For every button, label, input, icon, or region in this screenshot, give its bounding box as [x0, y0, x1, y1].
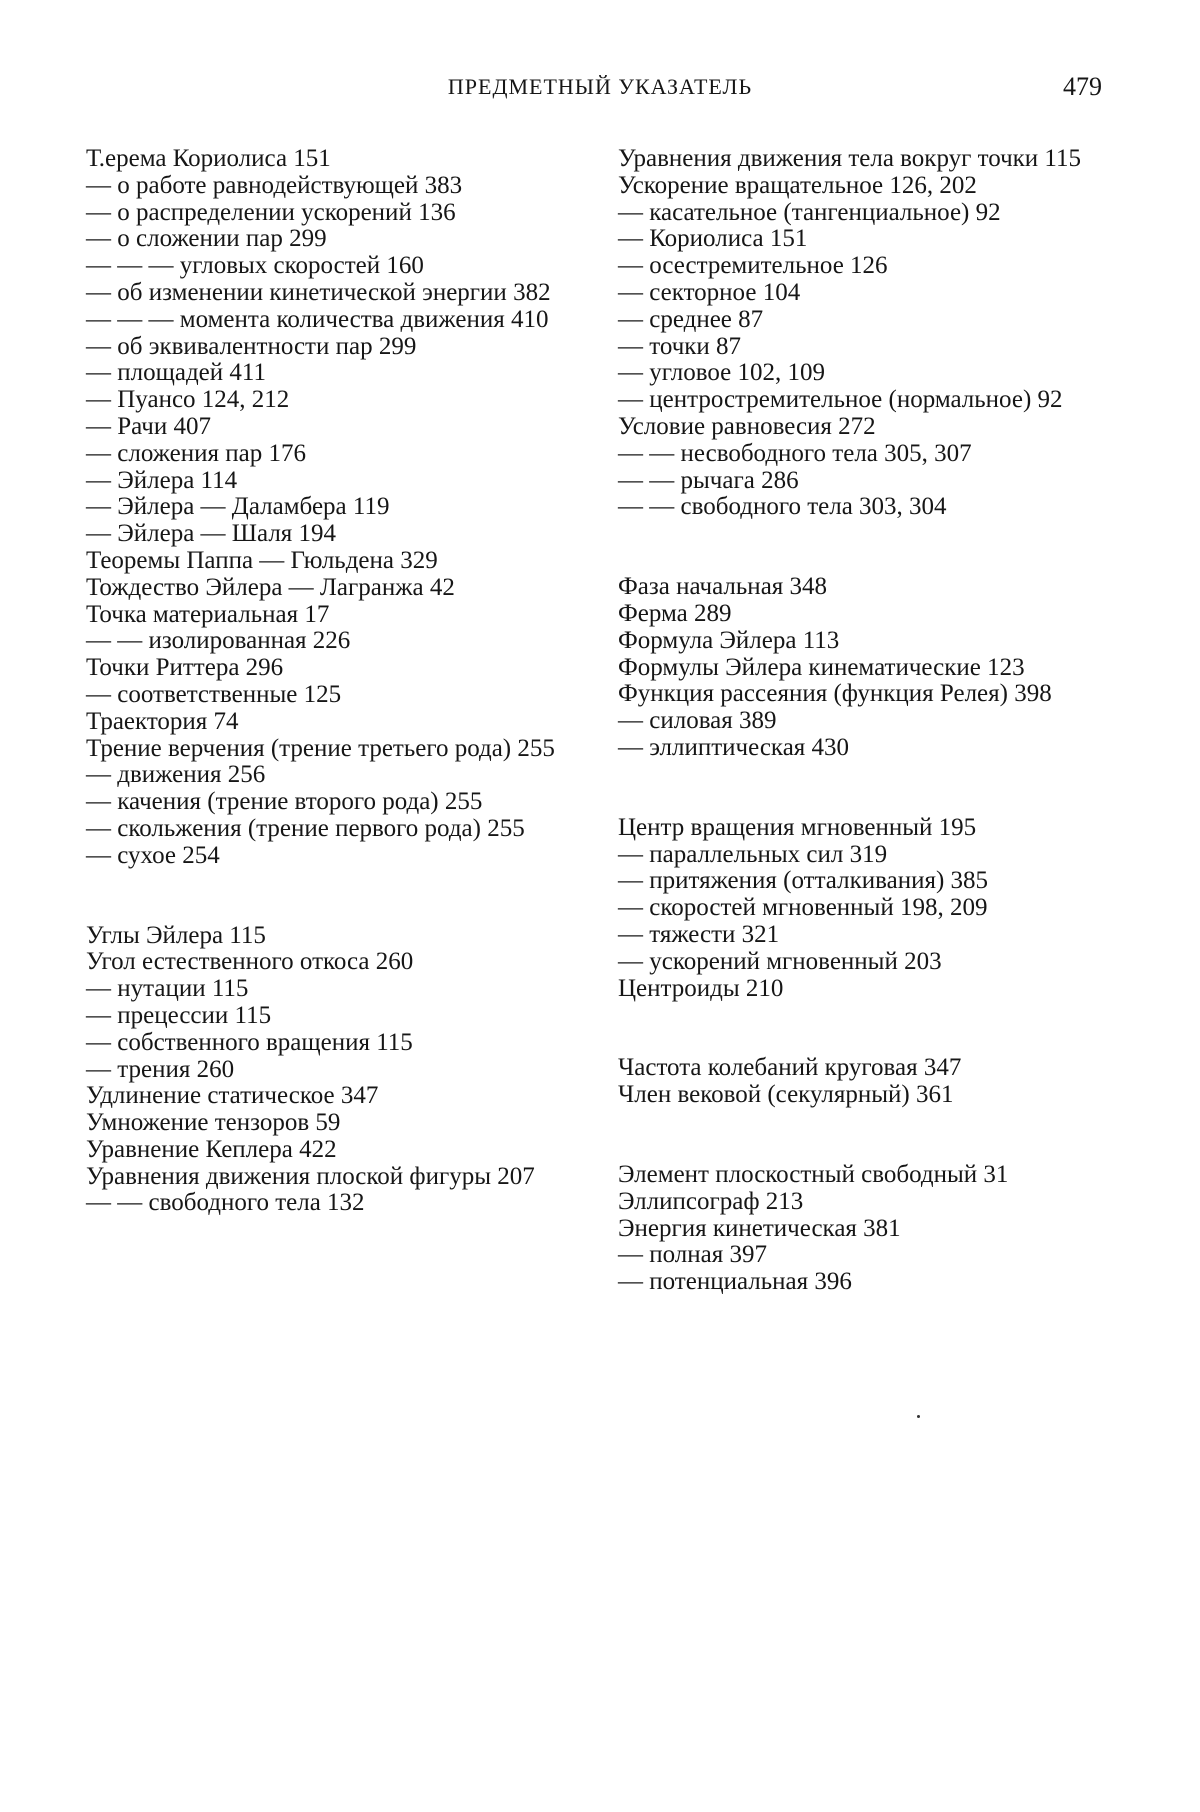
- index-entry: Элемент плоскостный свободный 31: [618, 1160, 1009, 1188]
- index-entry: — угловое 102, 109: [618, 359, 825, 387]
- index-entry: Т.ерема Кориолиса 151: [86, 145, 331, 172]
- section-gap: [86, 870, 574, 923]
- index-entry: — Эйлера — Даламбера 119: [86, 493, 390, 521]
- index-entry: — прецессии 115: [86, 1001, 272, 1029]
- page-number: 479: [1063, 72, 1102, 101]
- index-entry: Тождество Эйлера — Лагранжа 42: [86, 573, 455, 601]
- index-entry: — параллельных сил 319: [618, 840, 888, 868]
- index-entry: Точка материальная 17: [86, 600, 330, 628]
- index-entry: Уравнения движения плоской фигуры 207: [86, 1162, 535, 1190]
- index-entry: — движения 256: [86, 761, 266, 789]
- index-entry: Углы Эйлера 115: [86, 921, 266, 949]
- running-title: ПРЕДМЕТНЫЙ УКАЗАТЕЛЬ: [447, 74, 753, 99]
- index-entry: — — изолированная 226: [86, 627, 351, 655]
- index-entry: — нутации 115: [86, 975, 249, 1003]
- index-entry: — эллиптическая 430: [618, 733, 850, 761]
- index-entry: — трения 260: [86, 1055, 235, 1083]
- index-entry: — сухое 254: [86, 841, 220, 869]
- index-entry: — об эквивалентности пар 299: [86, 332, 417, 360]
- index-entry: Эллипсограф 213: [618, 1187, 804, 1215]
- index-entry: — о распределении ускорений 136: [86, 198, 456, 226]
- index-entry: — Эйлера 114: [86, 466, 238, 494]
- index-entry: — потенциальная 396: [618, 1268, 852, 1296]
- index-entry: — притяжения (отталкивания) 385: [618, 867, 989, 895]
- index-column-left: [86, 146, 574, 1217]
- index-entry: — среднее 87: [618, 305, 764, 333]
- index-entry: Уравнения движения тела вокруг точки 115: [618, 145, 1082, 172]
- index-entry: Частота колебаний круговая 347: [618, 1054, 962, 1082]
- index-entry: — — несвободного тела 305, 307: [618, 439, 972, 467]
- index-column-right: [618, 146, 1106, 1296]
- index-entry: — Кориолиса 151: [618, 225, 808, 253]
- index-entry: — о работе равнодействующей 383: [86, 171, 463, 199]
- section-gap: [618, 521, 1106, 574]
- index-entry: — центростремительное (нормальное) 92: [618, 386, 1063, 414]
- index-entry: Член вековой (секулярный) 361: [618, 1081, 954, 1109]
- index-entry: — точки 87: [618, 332, 742, 360]
- index-entry: — — рычага 286: [618, 466, 799, 494]
- index-entry: — — свободного тела 303, 304: [618, 493, 947, 521]
- index-entry: — — — момента количества движения 410: [86, 305, 549, 333]
- index-entry: Функция рассеяния (функция Релея) 398: [618, 680, 1052, 708]
- index-entry: — о сложении пар 299: [86, 225, 327, 253]
- index-entry: — Рачи 407: [86, 412, 211, 440]
- index-entry: — об изменении кинетической энергии 382: [86, 278, 551, 306]
- index-entry: — касательное (тангенциальное) 92: [618, 198, 1001, 226]
- index-entry: Энергия кинетическая 381: [618, 1214, 901, 1242]
- index-entry: Ускорение вращательное 126, 202: [618, 171, 977, 199]
- index-entry: — полная 397: [618, 1241, 767, 1269]
- index-entry: — сложения пар 176: [86, 439, 306, 467]
- index-entry: — силовая 389: [618, 707, 777, 735]
- index-entry: Формула Эйлера 113: [618, 626, 840, 654]
- index-entry: — качения (трение второго рода) 255: [86, 788, 483, 816]
- index-entry: Удлинение статическое 347: [86, 1082, 379, 1110]
- index-entry: — Пуансо 124, 212: [86, 386, 290, 414]
- section-gap: [618, 1002, 1106, 1055]
- index-entry: Центроиды 210: [618, 974, 784, 1002]
- index-entry: — собственного вращения 115: [86, 1028, 413, 1056]
- index-entry: Теоремы Паппа — Гюльдена 329: [86, 546, 438, 574]
- index-entry: Умножение тензоров 59: [86, 1109, 341, 1137]
- index-entry: — скоростей мгновенный 198, 209: [618, 894, 988, 922]
- index-entry: — секторное 104: [618, 278, 801, 306]
- index-entry: — тяжести 321: [618, 920, 780, 948]
- index-entry: Центр вращения мгновенный 195: [618, 813, 977, 841]
- index-entry: — — свободного тела 132: [86, 1189, 365, 1217]
- index-entry: Фаза начальная 348: [618, 573, 828, 601]
- index-entry: — ускорений мгновенный 203: [618, 947, 942, 975]
- section-gap: [618, 1109, 1106, 1162]
- index-entry: Уравнение Кеплера 422: [86, 1135, 337, 1163]
- index-entry: — осестремительное 126: [618, 252, 888, 280]
- index-entry: Ферма 289: [618, 599, 732, 627]
- index-entry: Условие равновесия 272: [618, 412, 876, 440]
- section-gap: [618, 762, 1106, 815]
- index-entry: Формулы Эйлера кинематические 123: [618, 653, 1025, 681]
- index-entry: — соответственные 125: [86, 680, 342, 708]
- index-entry: — Эйлера — Шаля 194: [86, 520, 337, 548]
- index-entry: — площадей 411: [86, 359, 266, 387]
- index-entry: — — — угловых скоростей 160: [86, 252, 424, 280]
- stray-mark: [917, 1415, 920, 1418]
- index-entry: Траектория 74: [86, 707, 239, 735]
- index-entry: Угол естественного откоса 260: [86, 948, 414, 976]
- index-entry: Точки Риттера 296: [86, 654, 284, 682]
- index-entry: Трение верчения (трение третьего рода) 255: [86, 734, 555, 762]
- index-entry: — скольжения (трение первого рода) 255: [86, 814, 525, 842]
